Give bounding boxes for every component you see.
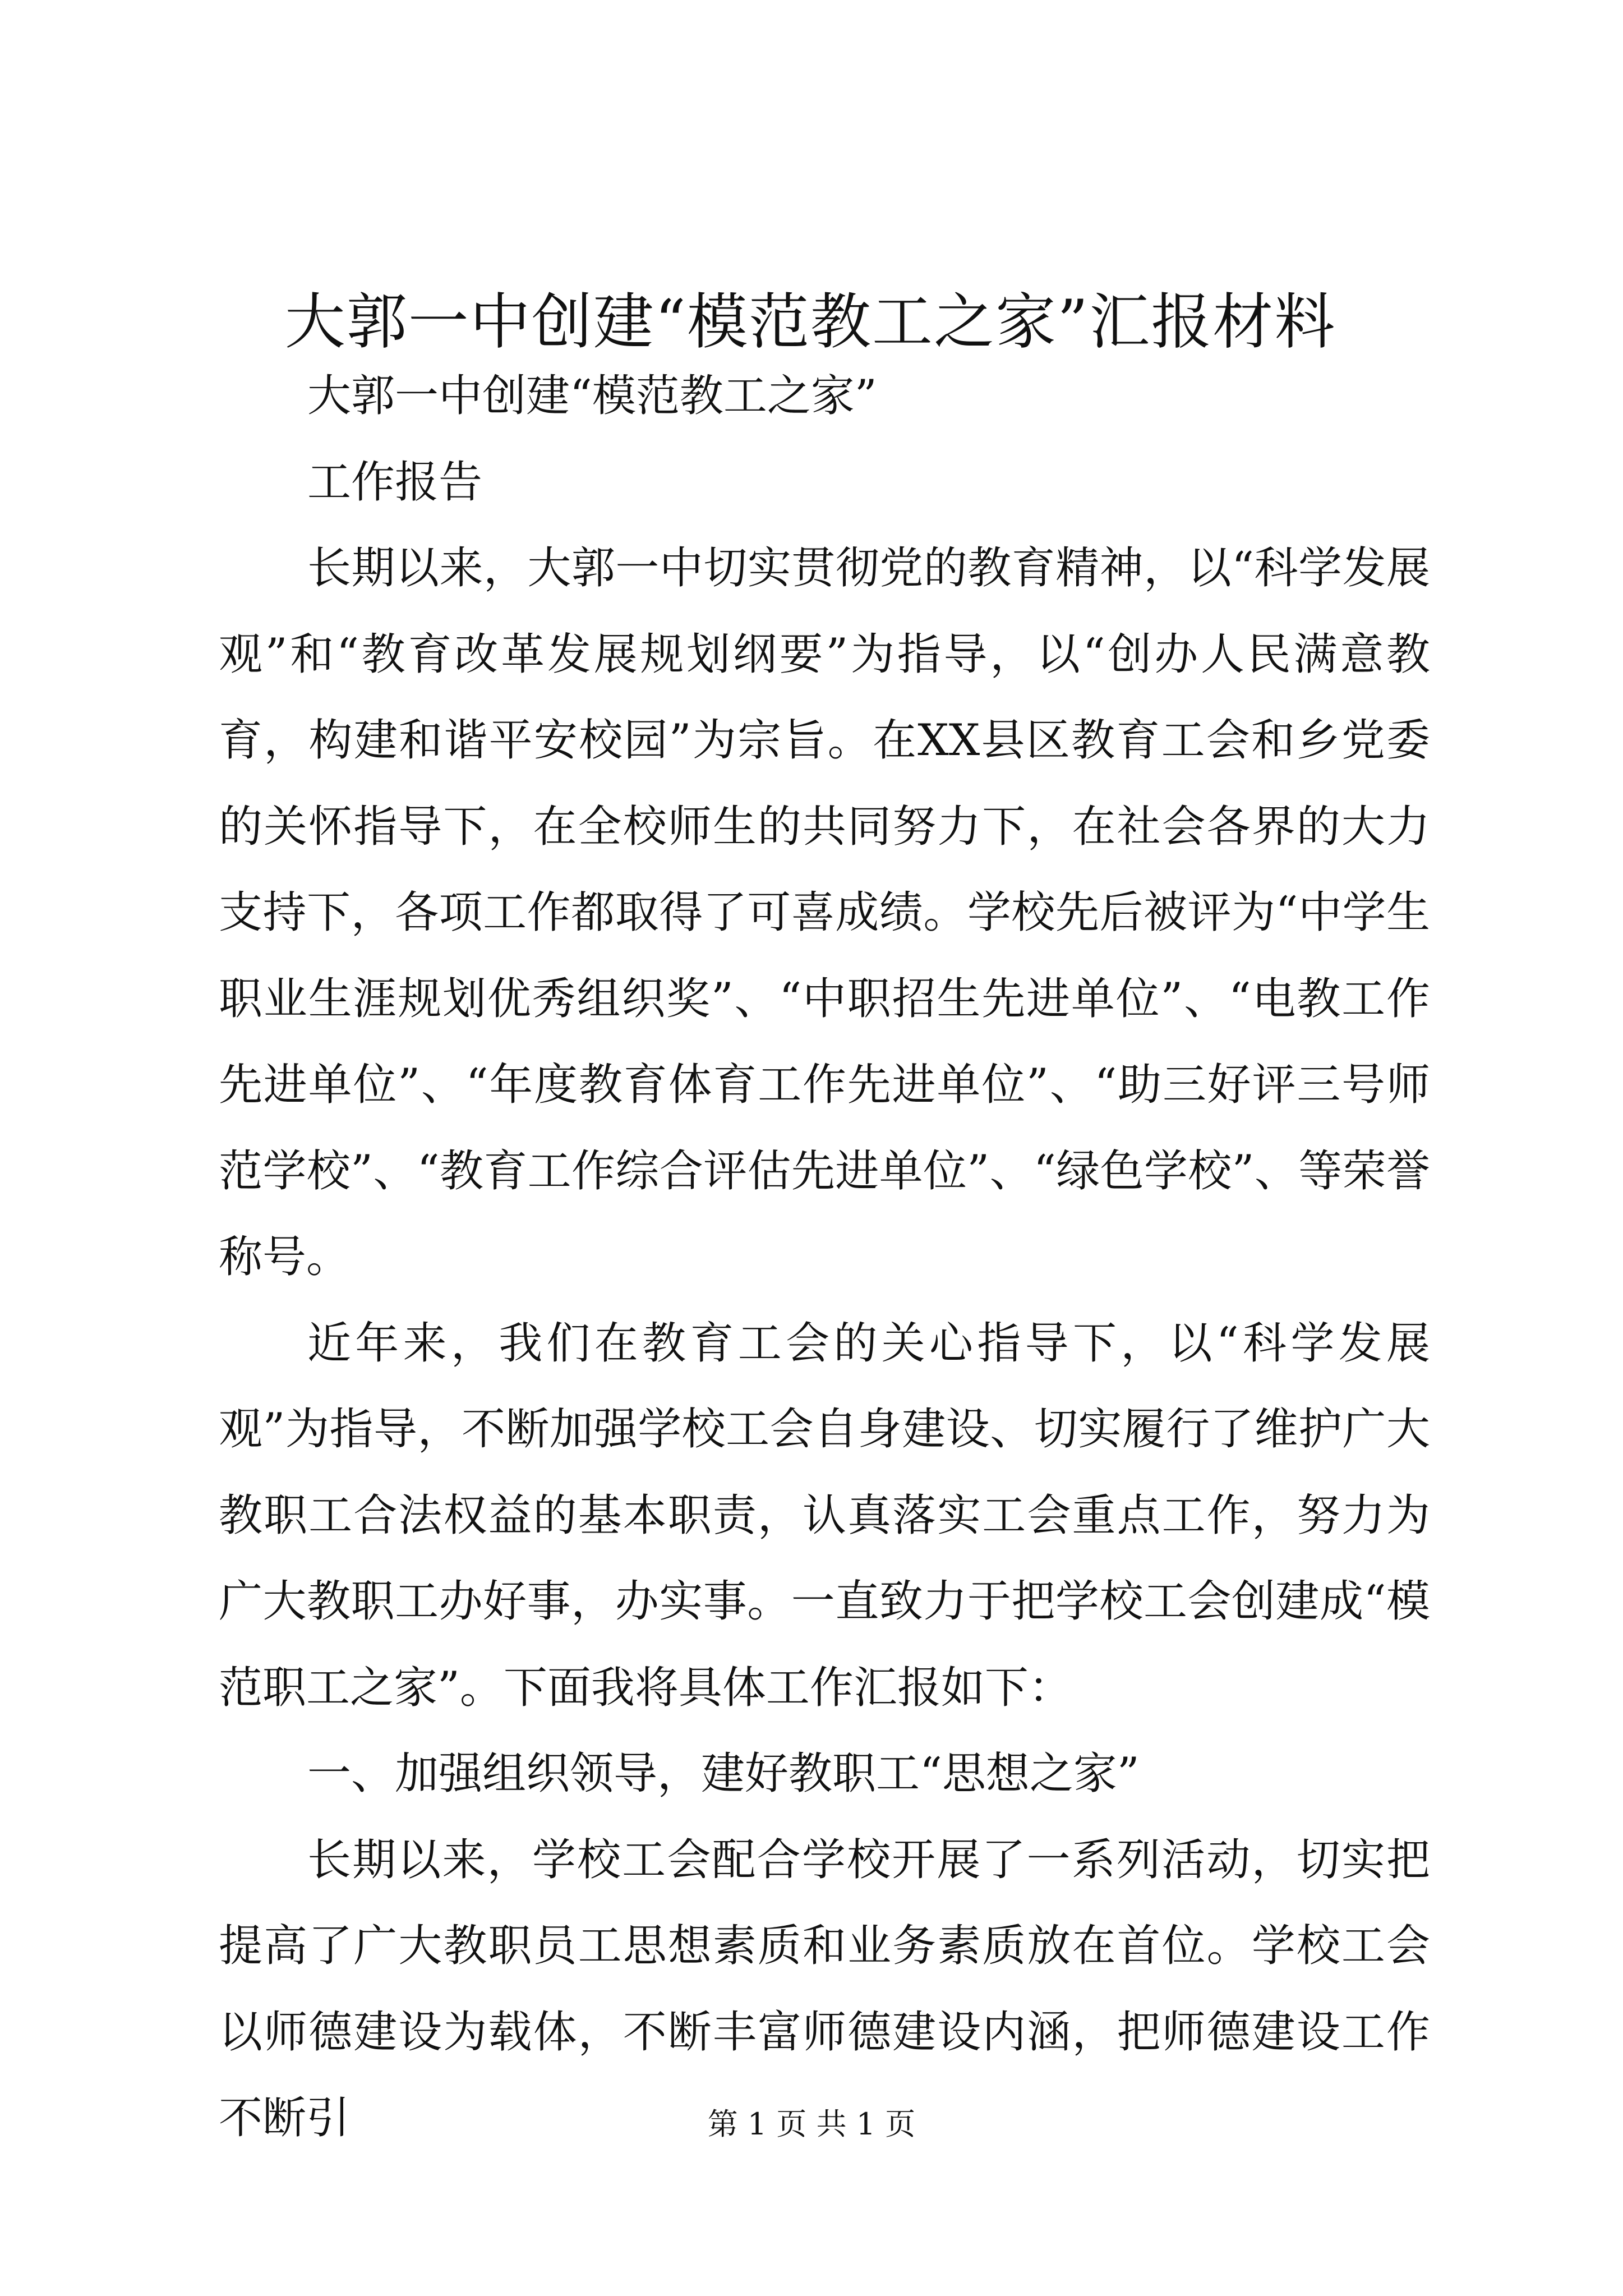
- paragraph-subtitle: 大郭一中创建“模范教工之家”: [307, 371, 877, 421]
- document-body: [219, 353, 1430, 2162]
- document-title: 大郭一中创建“模范教工之家”汇报材料: [284, 287, 1336, 357]
- paragraph-intro: 长期以来，大郭一中切实贯彻党的教育精神，以“科学发展观”和“教育改革发展规划纲要”为指导，以“创办人民满意教育，构建和谐平安校园”为宗旨。在XX县区教育工会和乡党委的关怀指导下，在全校师生的共同努力下，在社会各界的大力支持下，各项工作都取得了可喜成绩。学校先后被评为“中学生职业生涯规划优秀组织奖”、“中职招生先进单位”、“电教工作先进单位”、“年度教育体育工作先进单位”、“助三好评三号师范学校”、“教育工作综合评估先进单位”、“绿色学校”、等荣誉称号。: [219, 543, 1430, 1282]
- paragraph-recent-years: 近年来，我们在教育工会的关心指导下，以“科学发展观”为指导，不断加强学校工会自身建设、切实履行了维护广大教职工合法权益的基本职责，认真落实工会重点工作，努力为广大教职工办好事，办实事。一直致力于把学校工会创建成“模范职工之家”。下面我将具体工作汇报如下：: [219, 1318, 1430, 1713]
- paragraph-report-heading: 工作报告: [307, 457, 483, 508]
- paragraph-section-1: 长期以来，学校工会配合学校开展了一系列活动，切实把提高了广大教职员工思想素质和业务素质放在首位。学校工会以师德建设为载体，不断丰富师德建设内涵，把师德建设工作不断引: [219, 1834, 1430, 2143]
- section-heading-1: 一、加强组织领导，建好教职工“思想之家”: [307, 1749, 1140, 1799]
- page-footer: 第 1 页 共 1 页: [707, 2106, 916, 2142]
